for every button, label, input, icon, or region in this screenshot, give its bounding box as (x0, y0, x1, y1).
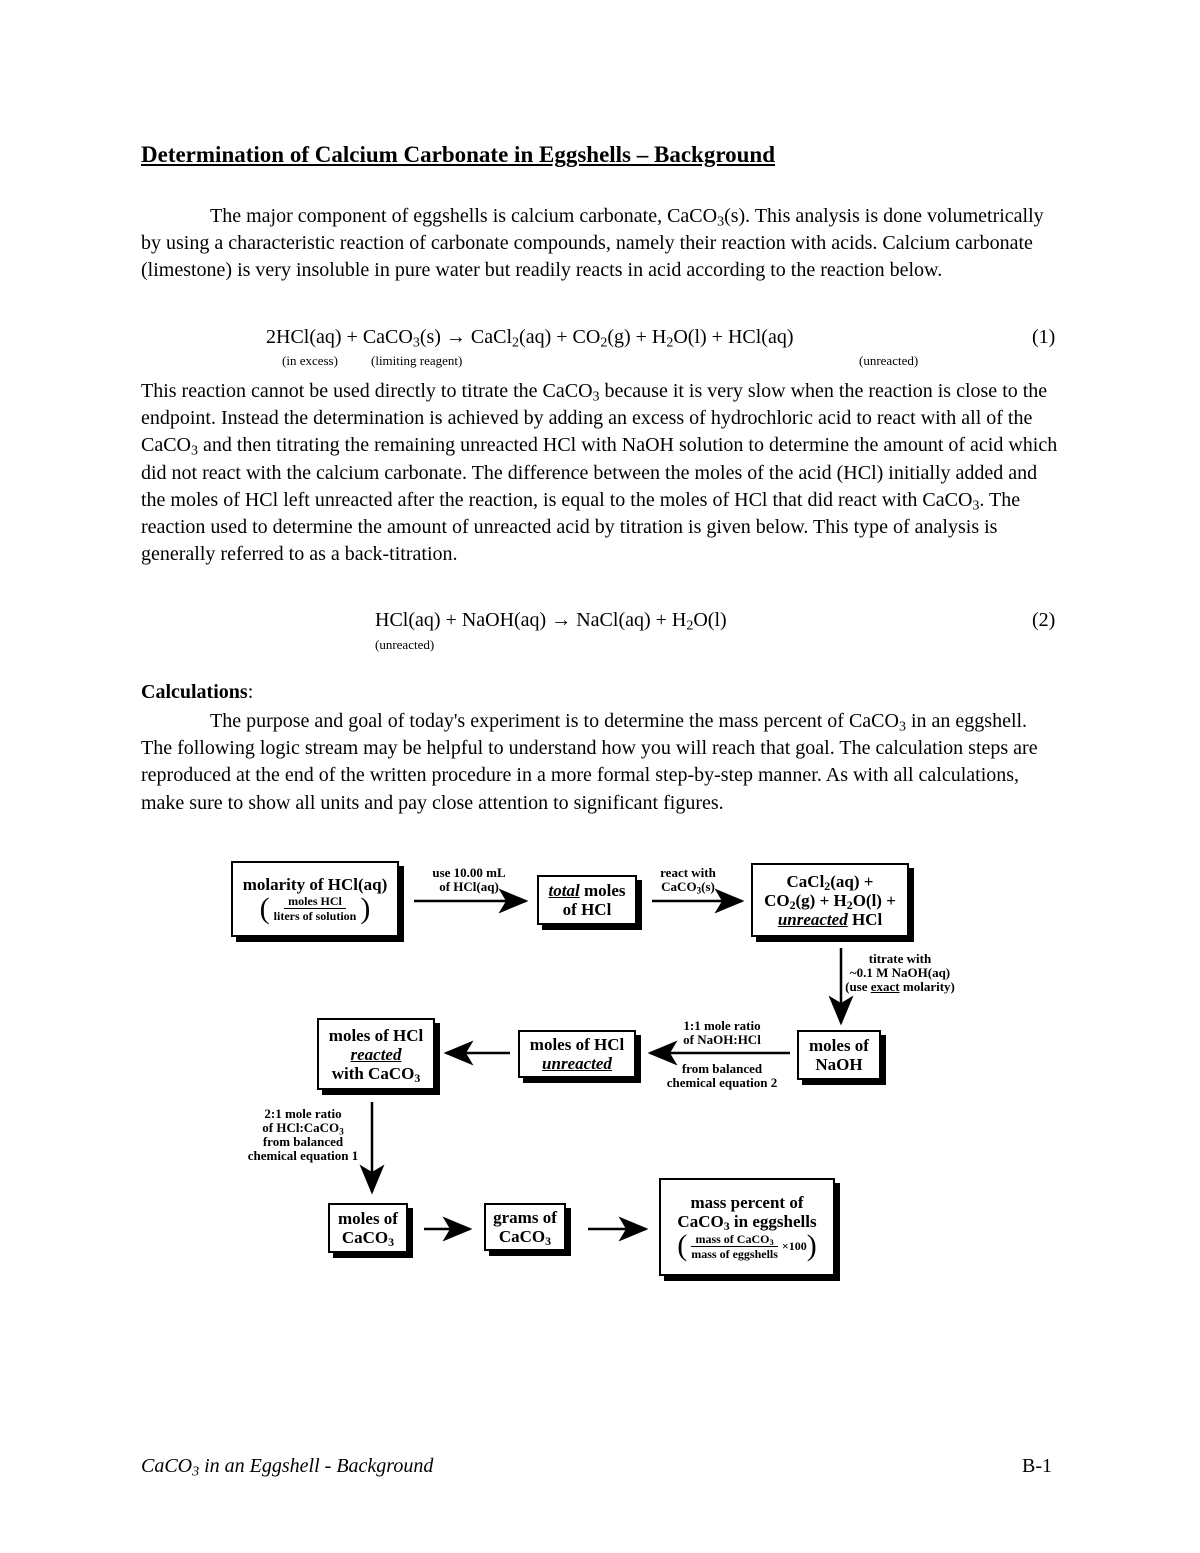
text: HCl (847, 909, 883, 929)
box8-line: grams of (493, 1208, 557, 1227)
box-moles-hcl-reacted (317, 1018, 435, 1090)
box7-line (342, 1228, 394, 1247)
footer-title (141, 1455, 433, 1478)
para2-text: This reaction cannot be used directly to titrate the CaCO (141, 380, 593, 402)
arrow1-label-line: of HCl(aq) (439, 879, 499, 894)
arrow3-label-line: ~0.1 M NaOH(aq) (849, 965, 951, 980)
intro-text-rest: (s). This analysis is done volumetrically by using a characteristic reaction of carbonate compounds, namely their reaction with acids. Calcium carbonate (limestone) is very insoluble in pure water but readily reacts in acid according to the reaction below. (141, 205, 1044, 282)
arrow4-label-bottom (652, 1062, 792, 1090)
eq1-number: (1) (1032, 326, 1056, 348)
eq1-part: O(l) + HCl(aq) (673, 326, 794, 348)
arrow6-label-line: from balanced (262, 1134, 344, 1149)
text: CaCO (498, 1227, 546, 1246)
subscript: 3 (339, 1126, 344, 1137)
eq2-label-unreacted: (unreacted) (375, 637, 435, 652)
eq1-label-limiting: (limiting reagent) (371, 353, 463, 368)
box-grams-caco3 (484, 1203, 566, 1251)
box7-line: moles of (338, 1209, 398, 1228)
subscript: 3 (412, 335, 420, 351)
arrow3-label (810, 952, 990, 994)
paren-right-icon: ) (360, 891, 371, 925)
eq2-part: HCl(aq) + NaOH(aq) → NaCl(aq) + H (375, 609, 687, 631)
arrow6-label-line: 2:1 mole ratio (264, 1106, 342, 1121)
arrow1-label-line: use 10.00 mL (432, 865, 506, 880)
text: of HCl:CaCO (262, 1120, 340, 1135)
eq2-part: O(l) (693, 609, 727, 631)
arrow4-label-line: 1:1 mole ratio (683, 1018, 761, 1033)
page-title: Determination of Calcium Carbonate in Eggshells – Background (141, 142, 776, 167)
text: exact (870, 979, 900, 994)
subscript: 3 (545, 1233, 552, 1248)
arrow3-label-line: titrate with (868, 951, 932, 966)
subscript: 3 (717, 214, 725, 230)
fraction-body (687, 1232, 782, 1261)
box9-line: mass percent of (690, 1193, 804, 1212)
box2-line: of HCl (562, 900, 612, 919)
paren-left-icon: ( (677, 1229, 688, 1262)
paren-right-icon: ) (806, 1229, 817, 1262)
subscript: 3 (769, 1237, 774, 1247)
fraction (677, 1231, 817, 1261)
box-molarity-hcl (231, 861, 399, 937)
text: (s) (701, 879, 715, 894)
arrow1-label (414, 866, 524, 894)
arrow4-label-top (652, 1019, 792, 1047)
box-mass-percent (659, 1178, 835, 1276)
subscript: 2 (789, 897, 796, 912)
subscript: 3 (191, 443, 198, 459)
box5-line: moles of HCl (529, 1035, 625, 1054)
text: CaCl (786, 871, 825, 891)
eq1-part: (aq) + CO (519, 326, 601, 348)
box-moles-naoh (797, 1030, 881, 1080)
box4-line: NaOH (815, 1055, 863, 1074)
intro-text: The major component of eggshells is calcium carbonate, CaCO (210, 205, 718, 227)
arrow4-label-line: from balanced (681, 1061, 763, 1076)
colon: : (247, 681, 254, 703)
box6-line: moles of HCl (328, 1025, 424, 1045)
box1-title: molarity of HCl(aq) (242, 874, 388, 894)
box4-line: moles of (809, 1036, 869, 1055)
subscript: 3 (388, 1234, 395, 1249)
fraction (259, 891, 371, 925)
subscript: 2 (666, 335, 674, 351)
box5-line: unreacted (542, 1054, 612, 1073)
subscript: 3 (972, 498, 980, 514)
subscript: 3 (696, 885, 702, 896)
box2-moles: moles (579, 881, 626, 900)
box3-line (787, 872, 874, 891)
text: molarity) (899, 979, 955, 994)
subscript: 2 (512, 335, 520, 351)
arrow2-label-line (648, 880, 728, 894)
eq1-part: (s) → CaCl (419, 326, 513, 348)
arrow6-label-line (228, 1121, 378, 1135)
arrow4-label-line: of NaOH:HCl (683, 1032, 761, 1047)
box9-line (677, 1212, 816, 1231)
fraction-numerator: moles HCl (284, 894, 346, 909)
text: O(l) + (852, 890, 896, 910)
eq1-part: 2HCl(aq) + CaCO (266, 326, 413, 348)
box6-line: reacted (350, 1044, 402, 1064)
box8-line (499, 1227, 551, 1246)
text: CaCO (341, 1228, 389, 1247)
eq1-label-excess: (in excess) (282, 353, 338, 368)
text: in eggshells (729, 1212, 817, 1231)
calc-text-rest: in an eggshell. The following logic stream may be helpful to understand how you will reach that goal. The calculation steps are reproduced at the end of the written procedure in a more formal step-by-step manner. As with all calculations, make sure to show all units and pay close attention to significant figures. (141, 710, 1038, 814)
arrow3-label-line (810, 980, 990, 994)
para2-text: . The reaction used to determine the amount of unreacted acid by titration is given below. This type of analysis is generally referred to as a back-titration. (141, 488, 1021, 566)
subscript: 3 (723, 1218, 730, 1233)
text: unreacted (777, 909, 848, 929)
text: CaCO (661, 879, 697, 894)
eq1-part: (g) + H (607, 326, 667, 348)
arrow4-label-line: chemical equation 2 (666, 1075, 778, 1090)
text: with CaCO (331, 1063, 415, 1083)
subscript: 3 (898, 719, 906, 735)
subscript: 2 (846, 897, 853, 912)
subscript: 3 (192, 1464, 200, 1480)
subscript: 2 (600, 335, 608, 351)
box-total-moles-hcl (537, 875, 637, 925)
fraction-denominator: mass of eggshells (691, 1246, 778, 1261)
eq1-label-unreacted: (unreacted) (859, 353, 919, 368)
fraction-numerator (691, 1232, 777, 1247)
box-moles-caco3 (328, 1203, 408, 1253)
text: mass of CaCO (695, 1231, 770, 1246)
para2-text: because it is very slow when the reaction is close to the endpoint. Instead the determination is achieved by adding an excess of hydrochloric acid to react with all of the CaCO (141, 380, 1048, 457)
page-number: B-1 (1022, 1455, 1052, 1477)
box3-line (764, 891, 896, 910)
eq2-number: (2) (1032, 609, 1056, 631)
subscript: 2 (824, 878, 831, 893)
subscript: 3 (414, 1070, 421, 1085)
para2-text: and then titrating the remaining unreacted HCl with NaOH solution to determine the amount of acid which did not react with the calcium carbonate. The difference between the moles of the acid (HCl) initially added and the moles of HCl left unreacted after the reaction, is equal to the moles of HCl that did react with CaCO (141, 434, 1058, 511)
text: (aq) + (830, 871, 874, 891)
times-100: ×100 (781, 1238, 807, 1253)
box3-line (778, 910, 882, 929)
text: CaCO (141, 1455, 193, 1477)
box6-line (332, 1064, 421, 1083)
box-moles-hcl-unreacted (518, 1030, 636, 1078)
box-products (751, 863, 909, 937)
text: in an Eggshell - Background (199, 1455, 434, 1477)
arrow6-label-line: chemical equation 1 (247, 1148, 359, 1163)
calculations-heading-text: Calculations (141, 681, 248, 703)
text: CaCO (677, 1212, 724, 1231)
arrow6-label (228, 1107, 378, 1163)
subscript: 2 (686, 618, 694, 634)
text: CO (764, 890, 790, 910)
calc-text: The purpose and goal of today's experiment is to determine the mass percent of CaCO (210, 710, 899, 732)
arrow2-label (648, 866, 728, 894)
fraction-body (270, 894, 361, 923)
text: (g) + H (795, 890, 847, 910)
fraction-denominator: liters of solution (273, 909, 357, 923)
box2-line (549, 881, 626, 900)
text: (use (845, 979, 871, 994)
subscript: 3 (592, 389, 600, 405)
box2-total: total (548, 881, 580, 900)
paren-left-icon: ( (259, 891, 270, 925)
arrow2-label-line: react with (660, 865, 716, 880)
